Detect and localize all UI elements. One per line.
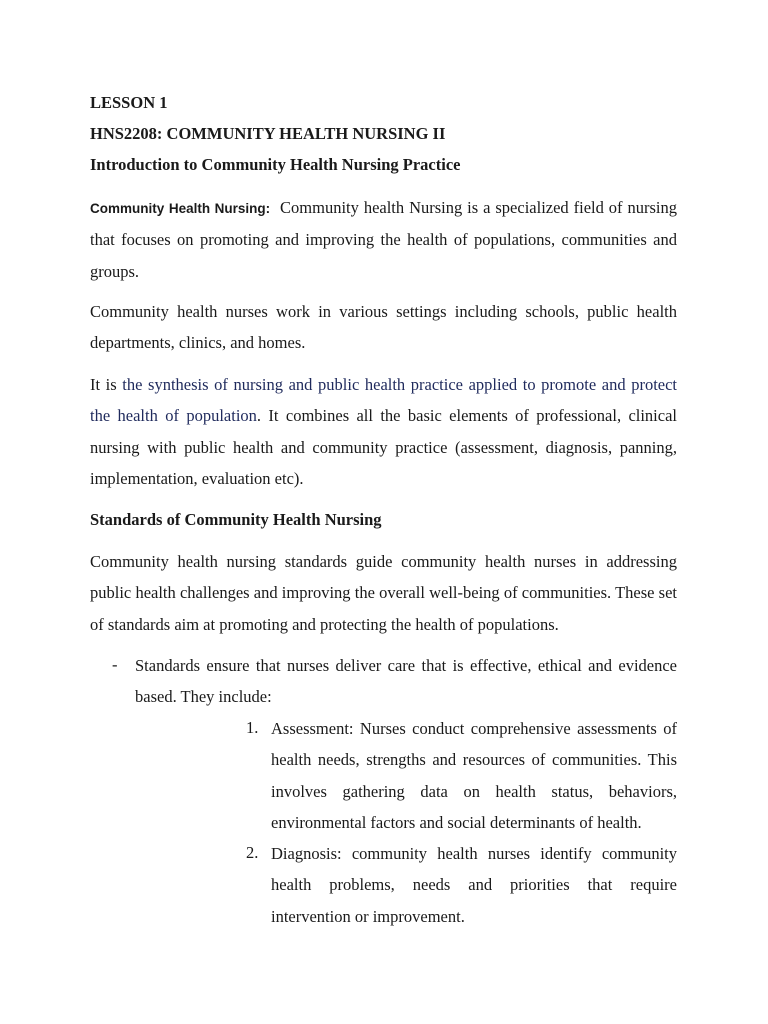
list-item-number: 2. [246,843,259,862]
standards-intro: Community health nursing standards guide community health nurses in addressing public health challenges and improving the overall well-being of communities. These set of standards aim at promoting and protecting the health of populations. [90,552,677,634]
list-item: Assessment: Nurses conduct comprehensive assessments of health needs, strengths and resources of communities. This involves gathering data on health status, behaviors, environmental factors and social determinants of health. [271,719,677,832]
synthesis-highlight: the synthesis of nursing and public health practice applied to promote and protect the health of population [90,375,678,426]
list-item: Diagnosis: community health nurses identify community health problems, needs and priorities that require intervention or improvement. [271,844,677,926]
synthesis-paragraph [90,369,677,494]
definition-term: Community Health Nursing: [90,201,271,216]
list-item-number: 1. [246,718,259,737]
bullet-text: Standards ensure that nurses deliver care that is effective, ethical and evidence based. They include: [135,656,677,707]
course-title: HNS2208: COMMUNITY HEALTH NURSING II [90,124,446,143]
settings-paragraph: Community health nurses work in various settings including schools, public health departments, clinics, and homes. [90,302,677,353]
synthesis-prefix: It is [90,375,123,394]
definition-paragraph [90,192,677,287]
definition-text: Community health Nursing is a specialized field of nursing that focuses on promoting and improving the health of populations, communities and groups. [90,198,677,281]
lesson-label: LESSON 1 [90,93,168,112]
synthesis-suffix: . It combines all the basic elements of professional, clinical nursing with public health and community practice (assessment, diagnosis, panning, implementation, evaluation etc). [90,406,677,488]
page-title: Introduction to Community Health Nursing Practice [90,155,461,174]
bullet-marker: - [112,655,118,674]
standards-heading: Standards of Community Health Nursing [90,510,382,529]
